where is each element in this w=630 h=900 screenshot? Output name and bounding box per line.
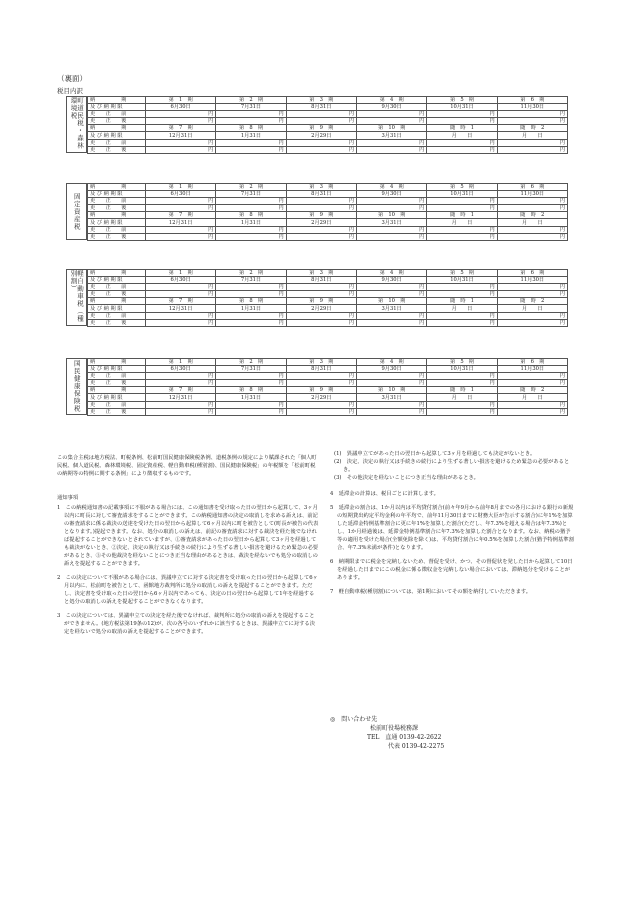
period-header: 第 6 期	[497, 97, 567, 104]
amount-cell: 円	[497, 284, 567, 291]
due-date: 12月31日	[146, 132, 216, 139]
amount-cell: 円	[146, 118, 216, 125]
due-date: 3月31日	[356, 305, 426, 312]
amount-cell: 円	[146, 291, 216, 298]
period-header: 随 時 2	[497, 387, 567, 394]
row-label: 更 正 後	[88, 319, 146, 326]
amount-cell: 円	[497, 312, 567, 319]
row-label: 更 正 後	[88, 233, 146, 240]
intro-text: この集合主税は地方税法、町税条例、松前町国民健康保険税条例、道税条例の規定により賦課された「個人町民税、個人道民税、森林環境税、固定資産税、軽自動車税(種別割)、国民健康保険税」の年税額を「松前町税の納期等の特例に関する条例」により徴収するものです。	[57, 455, 317, 477]
amount-cell: 円	[427, 312, 497, 319]
amount-cell: 円	[356, 226, 426, 233]
due-date: 月 日	[497, 305, 567, 312]
due-date: 1月31日	[216, 219, 286, 226]
notes-right	[330, 450, 575, 602]
tax-block-3	[66, 269, 568, 326]
row-label: 納 期	[88, 298, 146, 305]
amount-cell: 円	[497, 118, 567, 125]
table-row	[88, 312, 568, 319]
amount-cell: 円	[356, 373, 426, 380]
amount-cell: 円	[286, 198, 356, 205]
amount-cell: 円	[286, 139, 356, 146]
row-label: 及 び 納 期 限	[88, 132, 146, 139]
note-subitem: (2) 決定、決定の執行又は手続きの続行により生ずる著しい損害を避けるため緊急の必要があるとき。	[334, 459, 570, 473]
amount-cell: 円	[216, 111, 286, 118]
period-header: 第 4 期	[356, 184, 426, 191]
due-date: 11月30日	[497, 277, 567, 284]
period-header: 第 5 期	[427, 184, 497, 191]
row-label: 更 正 後	[88, 291, 146, 298]
row-label: 更 正 後	[88, 118, 146, 125]
period-header: 第 2 期	[216, 359, 286, 366]
amount-cell: 円	[356, 198, 426, 205]
due-date: 11月30日	[497, 366, 567, 373]
amount-cell: 円	[427, 401, 497, 408]
period-header: 第 1 期	[146, 97, 216, 104]
due-date: 2月29日	[286, 219, 356, 226]
contact-info	[330, 715, 444, 751]
amount-cell: 円	[286, 118, 356, 125]
period-header: 随 時 2	[497, 298, 567, 305]
period-header: 第 7 期	[146, 125, 216, 132]
table-row	[88, 111, 568, 118]
notes-title: 通知事項	[57, 495, 79, 501]
due-date: 6月30日	[146, 366, 216, 373]
amount-cell: 円	[356, 111, 426, 118]
period-header: 第 3 期	[286, 270, 356, 277]
due-date: 6月30日	[146, 277, 216, 284]
table-row	[88, 298, 568, 305]
due-date: 1月31日	[216, 394, 286, 401]
amount-cell: 円	[356, 408, 426, 415]
amount-cell: 円	[497, 291, 567, 298]
amount-cell: 円	[497, 319, 567, 326]
due-date: 6月30日	[146, 191, 216, 198]
table-row	[88, 277, 568, 284]
due-date: 12月31日	[146, 219, 216, 226]
amount-cell: 円	[216, 380, 286, 387]
amount-cell: 円	[427, 380, 497, 387]
amount-cell: 円	[356, 291, 426, 298]
row-label: 更 正 前	[88, 111, 146, 118]
row-label: 納 期	[88, 270, 146, 277]
amount-cell: 円	[216, 401, 286, 408]
amount-cell: 円	[427, 291, 497, 298]
note-subitem: (3) その他決定を経ないことにつき正当な理由があるとき。	[334, 475, 479, 481]
table-row	[88, 284, 568, 291]
amount-cell: 円	[286, 319, 356, 326]
amount-cell: 円	[146, 111, 216, 118]
amount-cell: 円	[497, 226, 567, 233]
amount-cell: 円	[216, 291, 286, 298]
contact-heading	[330, 715, 444, 724]
due-date: 3月31日	[356, 394, 426, 401]
amount-cell: 円	[146, 284, 216, 291]
amount-cell: 円	[497, 408, 567, 415]
amount-cell: 円	[146, 205, 216, 212]
amount-cell: 円	[216, 205, 286, 212]
tax-block-1	[66, 96, 568, 153]
period-header: 第 4 期	[356, 97, 426, 104]
period-header: 随 時 1	[427, 387, 497, 394]
due-date: 2月29日	[286, 305, 356, 312]
period-header: 第 1 期	[146, 184, 216, 191]
breakdown-title: 税目内訳	[57, 87, 83, 95]
amount-cell: 円	[427, 139, 497, 146]
table-row	[88, 184, 568, 191]
due-date: 7月31日	[216, 277, 286, 284]
amount-cell: 円	[427, 408, 497, 415]
period-header: 随 時 1	[427, 212, 497, 219]
due-date: 月 日	[427, 305, 497, 312]
note-subitem: (1) 異議申立てがあった日の翌日から起算して3ヶ月を経過しても決定がないとき。	[334, 451, 536, 457]
amount-cell: 円	[427, 205, 497, 212]
period-header: 第 2 期	[216, 184, 286, 191]
row-label: 更 正 後	[88, 205, 146, 212]
amount-cell: 円	[216, 118, 286, 125]
amount-cell: 円	[216, 312, 286, 319]
period-header: 第 7 期	[146, 212, 216, 219]
amount-cell: 円	[356, 401, 426, 408]
due-date: 11月30日	[497, 191, 567, 198]
amount-cell: 円	[427, 118, 497, 125]
amount-cell: 円	[497, 401, 567, 408]
period-header: 第 6 期	[497, 359, 567, 366]
amount-cell: 円	[356, 312, 426, 319]
row-label: 及 び 納 期 限	[88, 277, 146, 284]
due-date: 8月31日	[286, 191, 356, 198]
tax-name-cell	[66, 183, 87, 240]
table-row	[88, 219, 568, 226]
amount-cell: 円	[146, 146, 216, 153]
amount-cell: 円	[427, 111, 497, 118]
row-label: 更 正 前	[88, 373, 146, 380]
tax-name-cell	[66, 269, 87, 326]
amount-cell: 円	[146, 319, 216, 326]
due-date: 8月31日	[286, 277, 356, 284]
table-row	[88, 226, 568, 233]
period-header: 第 10 期	[356, 125, 426, 132]
contact-title: 問い合わせ先	[341, 716, 378, 723]
period-header: 第 9 期	[286, 387, 356, 394]
amount-cell: 円	[216, 139, 286, 146]
period-header: 随 時 2	[497, 212, 567, 219]
period-header: 第 9 期	[286, 298, 356, 305]
period-header: 第 10 期	[356, 298, 426, 305]
row-label: 更 正 前	[88, 139, 146, 146]
tax-table	[87, 358, 568, 416]
amount-cell: 円	[427, 319, 497, 326]
amount-cell: 円	[216, 284, 286, 291]
table-row	[88, 408, 568, 415]
amount-cell: 円	[356, 146, 426, 153]
tax-name-cell	[66, 96, 87, 153]
circle-mark-icon: ◎	[330, 716, 336, 723]
row-label: 更 正 前	[88, 198, 146, 205]
row-label: 更 正 前	[88, 312, 146, 319]
amount-cell: 円	[146, 312, 216, 319]
amount-cell: 円	[356, 380, 426, 387]
note-item: 7 軽自動車税(種別割)については、第1期においてその額を納付していただきます。	[330, 589, 532, 595]
due-date: 月 日	[497, 219, 567, 226]
table-row	[88, 125, 568, 132]
note-item: 4 延滞金の計算は、税目ごとに計算します。	[330, 491, 439, 497]
note-item: 2 この決定について不服がある場合には、異議申立てに対する決定書を受け取った日の翌日から起算して6ヶ月以内に、松前町を被告として、函館地方裁判所に処分の取消しの訴えを提起することができます。ただし、決定書を受け取った日の翌日から6ヶ月以内であっても、決定の日の翌日から起算して1年を経過すると処分の取消しの訴えを提起することができなくなります。	[57, 575, 318, 605]
period-header: 第 6 期	[497, 270, 567, 277]
contact-tel: TEL 直通 0139-42-2622	[367, 734, 442, 741]
period-header: 第 9 期	[286, 212, 356, 219]
row-label: 納 期	[88, 359, 146, 366]
amount-cell: 円	[146, 226, 216, 233]
amount-cell: 円	[356, 284, 426, 291]
tax-block-4	[66, 358, 568, 415]
amount-cell: 円	[497, 380, 567, 387]
amount-cell: 円	[286, 146, 356, 153]
table-row	[88, 212, 568, 219]
table-row	[88, 366, 568, 373]
tax-name: 軽自動車税（種別割）	[69, 270, 84, 323]
table-row	[88, 394, 568, 401]
amount-cell: 円	[146, 401, 216, 408]
table-row	[88, 387, 568, 394]
period-header: 第 4 期	[356, 359, 426, 366]
due-date: 月 日	[497, 132, 567, 139]
table-row	[88, 205, 568, 212]
period-header: 第 8 期	[216, 125, 286, 132]
tax-name: 町道民税・森林環境税	[69, 97, 84, 150]
row-label: 納 期	[88, 184, 146, 191]
amount-cell: 円	[497, 373, 567, 380]
period-header: 第 1 期	[146, 270, 216, 277]
due-date: 3月31日	[356, 219, 426, 226]
period-header: 第 5 期	[427, 359, 497, 366]
period-header: 第 7 期	[146, 387, 216, 394]
due-date: 3月31日	[356, 132, 426, 139]
amount-cell: 円	[497, 198, 567, 205]
amount-cell: 円	[356, 233, 426, 240]
amount-cell: 円	[286, 291, 356, 298]
table-row	[88, 191, 568, 198]
row-label: 及 び 納 期 限	[88, 305, 146, 312]
period-header: 随 時 1	[427, 298, 497, 305]
table-row	[88, 104, 568, 111]
note-item: 5 延滞金の割合は、1か月以内は平均貸付割合(前々年9月から前年8月までの各月における銀行の新規の短期貸出約定平均金利の年平均で、前年11月30日までに財務大臣が告示する割合)に年1%を加算した延滞金特例基準割合に更に年1%を加算した割合(ただし、年7.3%を超える場合は年7.3%)とし、1か月経過後は、延滞金特例基準割合に年7.3%を加算した割合となります。なお、納税の猶予等の適用を受けた場合(全額免除を除く)は、平均貸付割合に年0.5%を加算した割合(猶予特例基準割合、年7.3%未満が条件)となります。	[330, 505, 574, 551]
table-row	[88, 139, 568, 146]
due-date: 月 日	[427, 132, 497, 139]
table-row	[88, 291, 568, 298]
amount-cell: 円	[286, 233, 356, 240]
amount-cell: 円	[216, 319, 286, 326]
table-row	[88, 132, 568, 139]
due-date: 9月30日	[356, 277, 426, 284]
amount-cell: 円	[356, 319, 426, 326]
period-header: 第 8 期	[216, 298, 286, 305]
amount-cell: 円	[286, 226, 356, 233]
amount-cell: 円	[356, 118, 426, 125]
due-date: 12月31日	[146, 394, 216, 401]
page-heading: （裏面）	[57, 74, 87, 83]
due-date: 10月31日	[427, 277, 497, 284]
period-header: 第 1 期	[146, 359, 216, 366]
row-label: 及 び 納 期 限	[88, 219, 146, 226]
due-date: 10月31日	[427, 366, 497, 373]
table-row	[88, 305, 568, 312]
period-header: 第 8 期	[216, 387, 286, 394]
row-label: 納 期	[88, 97, 146, 104]
amount-cell: 円	[356, 139, 426, 146]
period-header: 第 5 期	[427, 270, 497, 277]
amount-cell: 円	[146, 233, 216, 240]
tax-table	[87, 183, 568, 241]
amount-cell: 円	[286, 312, 356, 319]
amount-cell: 円	[497, 139, 567, 146]
row-label: 更 正 前	[88, 401, 146, 408]
due-date: 月 日	[497, 394, 567, 401]
period-header: 第 2 期	[216, 270, 286, 277]
row-label: 及 び 納 期 限	[88, 191, 146, 198]
due-date: 11月30日	[497, 104, 567, 111]
period-header: 第 6 期	[497, 184, 567, 191]
period-header: 第 3 期	[286, 184, 356, 191]
note-item: 1 この納税通知書の記載事項に不服がある場合には、この通知書を受け取った日の翌日から起算して、3ヶ月以内に町長に対して審査請求をすることができます。この納税通知書の決定の取消しを求める訴えは、前記の審査請求に係る裁決の送達を受けた日の翌日から起算して6ヶ月以内に町を被告として(町長が被告の代表となります。)提起できます。なお、処分の取消しの訴えは、前記の審査請求に対する裁決を経た後でなければ提起することができないとされていますが、①審査請求があった日の翌日から起算して3ヶ月を経過しても裁決がないとき、②決定、決定の執行又は手続きの続行により生ずる著しい損害を避けるため緊急の必要があるとき、③その他裁決を経ないことにつき正当な理由があるときは、裁決を経ないでも処分の取消しの訴えを提起することができます。	[57, 505, 319, 567]
amount-cell: 円	[286, 284, 356, 291]
period-header: 第 10 期	[356, 212, 426, 219]
amount-cell: 円	[216, 198, 286, 205]
row-label: 納 期	[88, 212, 146, 219]
table-row	[88, 319, 568, 326]
amount-cell: 円	[286, 373, 356, 380]
amount-cell: 円	[497, 111, 567, 118]
due-date: 9月30日	[356, 366, 426, 373]
period-header: 随 時 1	[427, 125, 497, 132]
amount-cell: 円	[427, 226, 497, 233]
table-row	[88, 118, 568, 125]
due-date: 2月29日	[286, 394, 356, 401]
table-row	[88, 359, 568, 366]
table-row	[88, 380, 568, 387]
table-row	[88, 373, 568, 380]
amount-cell: 円	[216, 233, 286, 240]
row-label: 及 び 納 期 限	[88, 394, 146, 401]
period-header: 第 5 期	[427, 97, 497, 104]
row-label: 及 び 納 期 限	[88, 366, 146, 373]
due-date: 10月31日	[427, 104, 497, 111]
table-row	[88, 97, 568, 104]
tax-name-cell	[66, 358, 87, 415]
period-header: 第 8 期	[216, 212, 286, 219]
due-date: 8月31日	[286, 366, 356, 373]
period-header: 第 4 期	[356, 270, 426, 277]
amount-cell: 円	[216, 408, 286, 415]
amount-cell: 円	[497, 233, 567, 240]
table-row	[88, 401, 568, 408]
amount-cell: 円	[216, 146, 286, 153]
amount-cell: 円	[497, 146, 567, 153]
due-date: 7月31日	[216, 366, 286, 373]
due-date: 6月30日	[146, 104, 216, 111]
period-header: 随 時 2	[497, 125, 567, 132]
table-row	[88, 233, 568, 240]
due-date: 7月31日	[216, 104, 286, 111]
due-date: 12月31日	[146, 305, 216, 312]
amount-cell: 円	[216, 226, 286, 233]
note-item: 3 この決定については、異議申立ての決定を経た後でなければ、裁判所に処分の取消の訴えを提起することができません。(地方税法第19条の12)が、次の各号のいずれかに該当するときは、異議申立てに対する決定を経ないで処分の取消の訴えを提起することができます。	[57, 613, 315, 635]
table-row	[88, 146, 568, 153]
period-header: 第 10 期	[356, 387, 426, 394]
row-label: 更 正 後	[88, 380, 146, 387]
period-header: 第 9 期	[286, 125, 356, 132]
tax-block-2	[66, 183, 568, 240]
amount-cell: 円	[497, 205, 567, 212]
due-date: 月 日	[427, 394, 497, 401]
row-label: 更 正 前	[88, 284, 146, 291]
amount-cell: 円	[286, 401, 356, 408]
notes-left	[57, 494, 319, 642]
contact-dept: 松前町役場税務課	[370, 725, 419, 732]
row-label: 更 正 前	[88, 226, 146, 233]
amount-cell: 円	[286, 380, 356, 387]
due-date: 月 日	[427, 219, 497, 226]
amount-cell: 円	[286, 111, 356, 118]
period-header: 第 3 期	[286, 359, 356, 366]
row-label: 更 正 後	[88, 408, 146, 415]
due-date: 2月29日	[286, 132, 356, 139]
due-date: 9月30日	[356, 191, 426, 198]
note-item: 6 納期限までに税金を完納しないため、督促を受け、かつ、その督促状を発した日から起算して10日を経過した日までにこの税金に係る徴収金を完納しない場合においては、滞納処分を受けることがあります。	[330, 559, 573, 581]
period-header: 第 2 期	[216, 97, 286, 104]
tax-table	[87, 96, 568, 154]
amount-cell: 円	[427, 198, 497, 205]
tax-name: 国民健康保険税	[72, 360, 81, 413]
tax-table	[87, 269, 568, 327]
amount-cell: 円	[286, 408, 356, 415]
amount-cell: 円	[146, 198, 216, 205]
row-label: 納 期	[88, 125, 146, 132]
due-date: 7月31日	[216, 191, 286, 198]
period-header: 第 3 期	[286, 97, 356, 104]
amount-cell: 円	[216, 373, 286, 380]
amount-cell: 円	[427, 146, 497, 153]
row-label: 納 期	[88, 387, 146, 394]
contact-main: 代表 0139-42-2275	[388, 743, 445, 750]
row-label: 更 正 後	[88, 146, 146, 153]
amount-cell: 円	[146, 139, 216, 146]
amount-cell: 円	[427, 284, 497, 291]
amount-cell: 円	[146, 373, 216, 380]
amount-cell: 円	[286, 205, 356, 212]
tax-name: 固定資産税	[72, 192, 81, 231]
amount-cell: 円	[427, 233, 497, 240]
amount-cell: 円	[146, 380, 216, 387]
row-label: 及 び 納 期 限	[88, 104, 146, 111]
due-date: 9月30日	[356, 104, 426, 111]
due-date: 1月31日	[216, 305, 286, 312]
amount-cell: 円	[146, 408, 216, 415]
period-header: 第 7 期	[146, 298, 216, 305]
due-date: 8月31日	[286, 104, 356, 111]
amount-cell: 円	[427, 373, 497, 380]
table-row	[88, 270, 568, 277]
due-date: 1月31日	[216, 132, 286, 139]
due-date: 10月31日	[427, 191, 497, 198]
amount-cell: 円	[356, 205, 426, 212]
table-row	[88, 198, 568, 205]
